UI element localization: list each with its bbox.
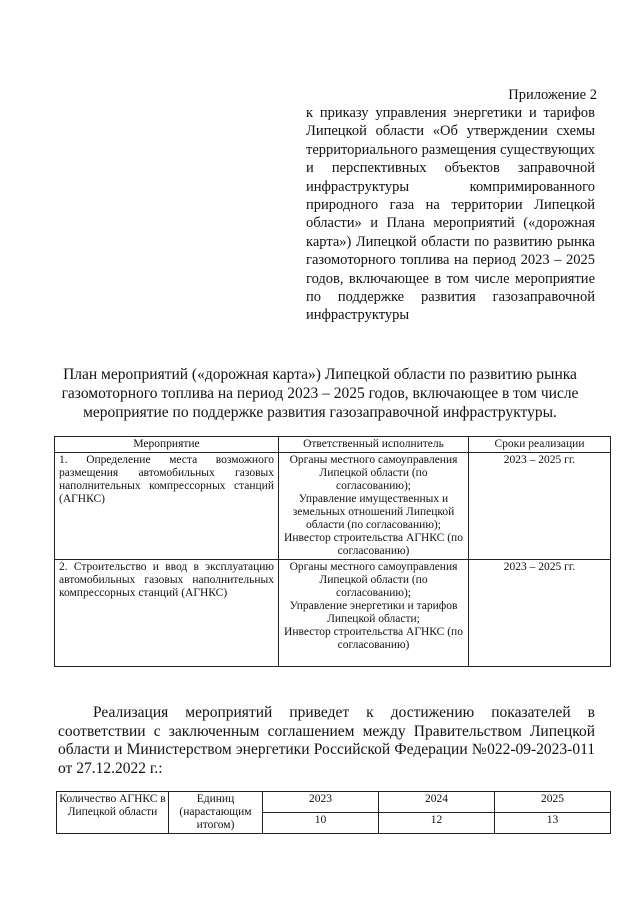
summary-paragraph: Реализация мероприятий приведет к достижению показателей в соответствии с заключенным соглашением между Правительством Липецкой области и Министерством энергетики Российской Федерации №022-09-2023-011 от 27.12.2022 г.: (58, 704, 595, 777)
responsible-cell (279, 453, 469, 560)
responsible-line: Органы местного самоуправления Липецкой области (по согласованию); (289, 561, 458, 599)
event-cell: 1. Определение места возможного размещения автомобильных газовых наполнительных компрессорных станций (АГНКС) (55, 453, 279, 560)
appendix-text: к приказу управления энергетики и тарифов Липецкой области «Об утверждении схемы территориального размещения существующих и перспективных объектов заправочной инфраструктуры компримированного природного газа на территории Липецкой области» и Плана мероприятий («дорожная карта») Липецкой области по развитию рынка газомоторного топлива на период 2023 – 2025 годов, включающее в том числе мероприятие по поддержке развития газозаправочной инфраструктуры (306, 105, 595, 324)
value-2024: 12 (379, 813, 495, 834)
year-2024: 2024 (379, 792, 495, 813)
header-term: Сроки реализации (469, 437, 611, 453)
indicator-label: Количество АГНКС в Липецкой области (57, 792, 169, 834)
responsible-line: Управление энергетики и тарифов Липецкой области; (289, 600, 458, 625)
header-event: Мероприятие (55, 437, 279, 453)
responsible-cell (279, 560, 469, 667)
header-responsible: Ответственный исполнитель (279, 437, 469, 453)
event-cell: 2. Строительство и ввод в эксплуатацию автомобильных газовых наполнительных компрессорных станций (АГНКС) (55, 560, 279, 667)
plan-table-header-row (55, 437, 611, 453)
responsible-line: Инвестор строительства АГНКС (по согласованию) (284, 532, 463, 557)
value-2025: 13 (495, 813, 611, 834)
plan-table (54, 436, 611, 667)
table-row (55, 560, 611, 667)
table-row (55, 453, 611, 560)
year-2023: 2023 (263, 792, 379, 813)
responsible-line: Органы местного самоуправления Липецкой области (по согласованию); (289, 454, 458, 492)
term-cell: 2023 – 2025 гг. (469, 560, 611, 667)
indicator-table (56, 791, 611, 834)
term-cell: 2023 – 2025 гг. (469, 453, 611, 560)
plan-title: План мероприятий («дорожная карта») Липецкой области по развитию рынка газомоторного топлива на период 2023 – 2025 годов, включающее в том числе мероприятие по поддержке развития газозаправочной инфраструктуры. (61, 366, 579, 421)
responsible-line: Инвестор строительства АГНКС (по согласованию) (284, 626, 463, 651)
indicator-unit: Единиц (нарастающим итогом) (169, 792, 263, 834)
year-2025: 2025 (495, 792, 611, 813)
indicator-year-row (57, 792, 611, 813)
responsible-line: Управление имущественных и земельных отношений Липецкой области (по согласованию); (292, 493, 455, 531)
value-2023: 10 (263, 813, 379, 834)
appendix-title: Приложение 2 (508, 87, 597, 103)
